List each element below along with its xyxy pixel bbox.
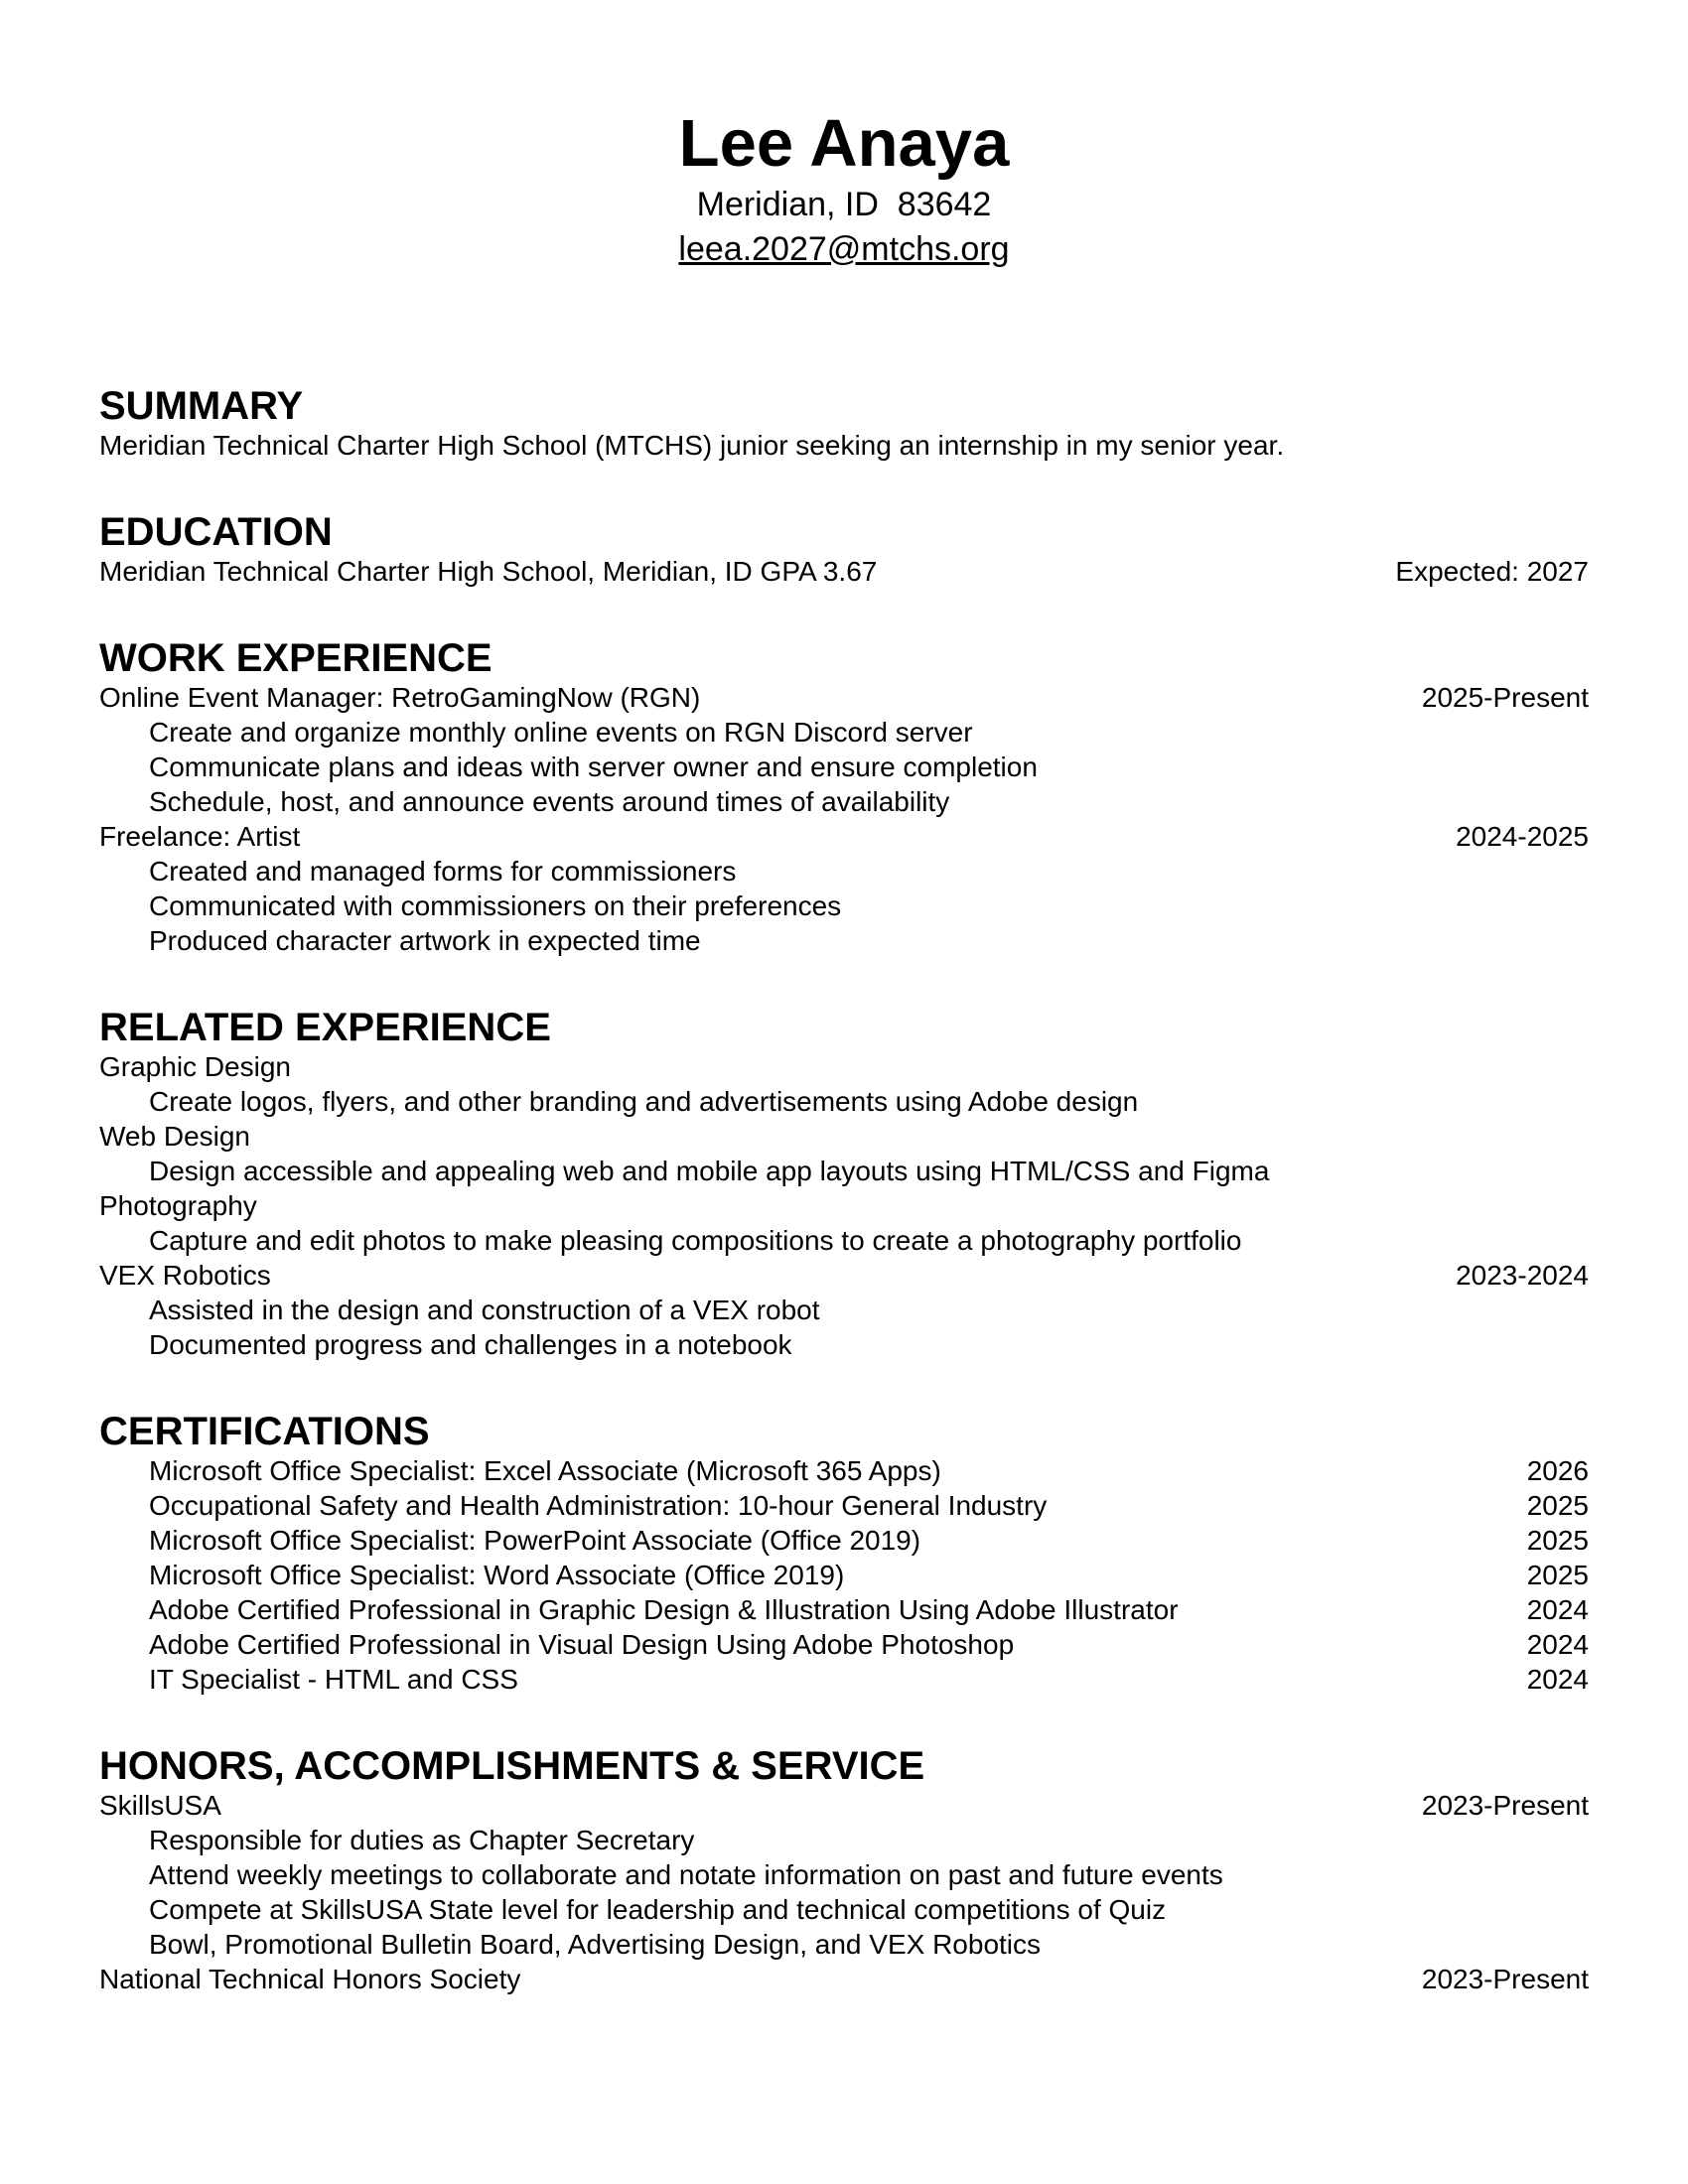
job-bullet xyxy=(99,854,1589,888)
job-dates: 2025-Present xyxy=(1421,682,1589,713)
certification-name: Microsoft Office Specialist: Excel Associate (Microsoft 365 Apps) xyxy=(149,1455,941,1486)
honor-bullet xyxy=(99,1823,1589,1857)
job-bullet-text: Create and organize monthly online events on RGN Discord server xyxy=(149,717,973,748)
related-bullet xyxy=(99,1084,1589,1119)
related-bullet xyxy=(99,1154,1589,1188)
certification-row xyxy=(99,1558,1589,1592)
certification-row xyxy=(99,1662,1589,1697)
related-item-heading xyxy=(99,1119,1589,1154)
related-item-heading xyxy=(99,1258,1589,1293)
honor-bullet xyxy=(99,1857,1589,1892)
related-item-heading xyxy=(99,1049,1589,1084)
certifications-title: CERTIFICATIONS xyxy=(99,1410,430,1453)
job-bullet xyxy=(99,715,1589,750)
job-bullet-text: Communicated with commissioners on their preferences xyxy=(149,890,842,921)
honor-item-heading xyxy=(99,1962,1589,1996)
certification-name: Microsoft Office Specialist: Word Associate (Office 2019) xyxy=(149,1560,845,1590)
honor-bullet-text: Attend weekly meetings to collaborate and notate information on past and future events xyxy=(149,1859,1223,1890)
section-summary xyxy=(99,384,1589,463)
honor-bullet-text: Responsible for duties as Chapter Secretary xyxy=(149,1825,695,1855)
related-title: RELATED EXPERIENCE xyxy=(99,1006,551,1049)
certification-row xyxy=(99,1592,1589,1627)
certification-year: 2026 xyxy=(1526,1455,1589,1486)
certification-row xyxy=(99,1488,1589,1523)
related-item-name: Graphic Design xyxy=(99,1051,291,1082)
job-bullet-text: Schedule, host, and announce events around times of availability xyxy=(149,786,950,817)
section-certifications xyxy=(99,1410,1589,1697)
job-bullet-text: Created and managed forms for commissioners xyxy=(149,856,737,887)
related-bullet xyxy=(99,1293,1589,1327)
certification-year: 2025 xyxy=(1526,1490,1589,1521)
person-name: Lee Anaya xyxy=(678,106,1010,181)
job-role: Online Event Manager: RetroGamingNow (RGN) xyxy=(99,682,701,713)
summary-title: SUMMARY xyxy=(99,384,304,428)
certification-year: 2025 xyxy=(1526,1525,1589,1556)
job-bullet xyxy=(99,888,1589,923)
resume-header xyxy=(99,105,1589,272)
job-bullet xyxy=(99,784,1589,819)
summary-text: Meridian Technical Charter High School (MTCHS) junior seeking an internship in my senior year. xyxy=(99,430,1285,461)
certification-year: 2024 xyxy=(1526,1664,1589,1695)
related-bullet-text: Capture and edit photos to make pleasing compositions to create a photography portfolio xyxy=(149,1225,1242,1256)
honors-title: HONORS, ACCOMPLISHMENTS & SERVICE xyxy=(99,1744,925,1788)
job-bullet xyxy=(99,750,1589,784)
related-bullet-text: Documented progress and challenges in a notebook xyxy=(149,1329,792,1360)
job-bullet-text: Communicate plans and ideas with server owner and ensure completion xyxy=(149,751,1038,782)
related-item-dates: 2023-2024 xyxy=(1456,1260,1589,1291)
honor-item-dates: 2023-Present xyxy=(1421,1964,1589,1994)
certification-name: Occupational Safety and Health Administration: 10-hour General Industry xyxy=(149,1490,1048,1521)
certification-year: 2024 xyxy=(1526,1629,1589,1660)
certification-year: 2024 xyxy=(1526,1594,1589,1625)
job-bullet-text: Produced character artwork in expected time xyxy=(149,925,701,956)
related-bullet-text: Create logos, flyers, and other branding and advertisements using Adobe design xyxy=(149,1086,1139,1117)
honor-bullet-text: Bowl, Promotional Bulletin Board, Advertising Design, and VEX Robotics xyxy=(149,1929,1042,1960)
certification-row xyxy=(99,1627,1589,1662)
job-bullet xyxy=(99,923,1589,958)
honor-item-heading xyxy=(99,1788,1589,1823)
education-school: Meridian Technical Charter High School, Meridian, ID GPA 3.67 xyxy=(99,556,878,587)
section-work-experience xyxy=(99,636,1589,958)
related-item-name: Photography xyxy=(99,1190,257,1221)
section-related-experience xyxy=(99,1006,1589,1362)
related-bullet-text: Design accessible and appealing web and mobile app layouts using HTML/CSS and Figma xyxy=(149,1156,1270,1186)
contact-email-link[interactable]: leea.2027@mtchs.org xyxy=(678,230,1010,268)
honor-item-name: SkillsUSA xyxy=(99,1790,221,1821)
honor-item-dates: 2023-Present xyxy=(1421,1790,1589,1821)
certification-name: Adobe Certified Professional in Graphic Design & Illustration Using Adobe Illustrator xyxy=(149,1594,1179,1625)
certification-row xyxy=(99,1523,1589,1558)
related-item-name: Web Design xyxy=(99,1121,251,1152)
related-bullet-text: Assisted in the design and construction of a VEX robot xyxy=(149,1295,820,1325)
related-item-heading xyxy=(99,1188,1589,1223)
honor-bullet xyxy=(99,1927,1589,1962)
education-row xyxy=(99,554,1589,589)
job-role: Freelance: Artist xyxy=(99,821,301,852)
certification-name: Adobe Certified Professional in Visual Design Using Adobe Photoshop xyxy=(149,1629,1015,1660)
certification-year: 2025 xyxy=(1526,1560,1589,1590)
contact-location: Meridian, ID 83642 xyxy=(696,186,992,223)
job-heading xyxy=(99,819,1589,854)
education-expected-date: Expected: 2027 xyxy=(1395,556,1589,587)
job-dates: 2024-2025 xyxy=(1456,821,1589,852)
certification-name: IT Specialist - HTML and CSS xyxy=(149,1664,518,1695)
education-title: EDUCATION xyxy=(99,510,333,554)
honor-item-name: National Technical Honors Society xyxy=(99,1964,521,1994)
certification-row xyxy=(99,1453,1589,1488)
related-bullet xyxy=(99,1327,1589,1362)
related-bullet xyxy=(99,1223,1589,1258)
job-heading xyxy=(99,680,1589,715)
honor-bullet-text: Compete at SkillsUSA State level for leadership and technical competitions of Quiz xyxy=(149,1894,1167,1925)
section-education xyxy=(99,510,1589,589)
related-item-name: VEX Robotics xyxy=(99,1260,271,1291)
certification-name: Microsoft Office Specialist: PowerPoint Associate (Office 2019) xyxy=(149,1525,921,1556)
honor-bullet xyxy=(99,1892,1589,1927)
section-honors xyxy=(99,1744,1589,1996)
work-title: WORK EXPERIENCE xyxy=(99,636,492,680)
